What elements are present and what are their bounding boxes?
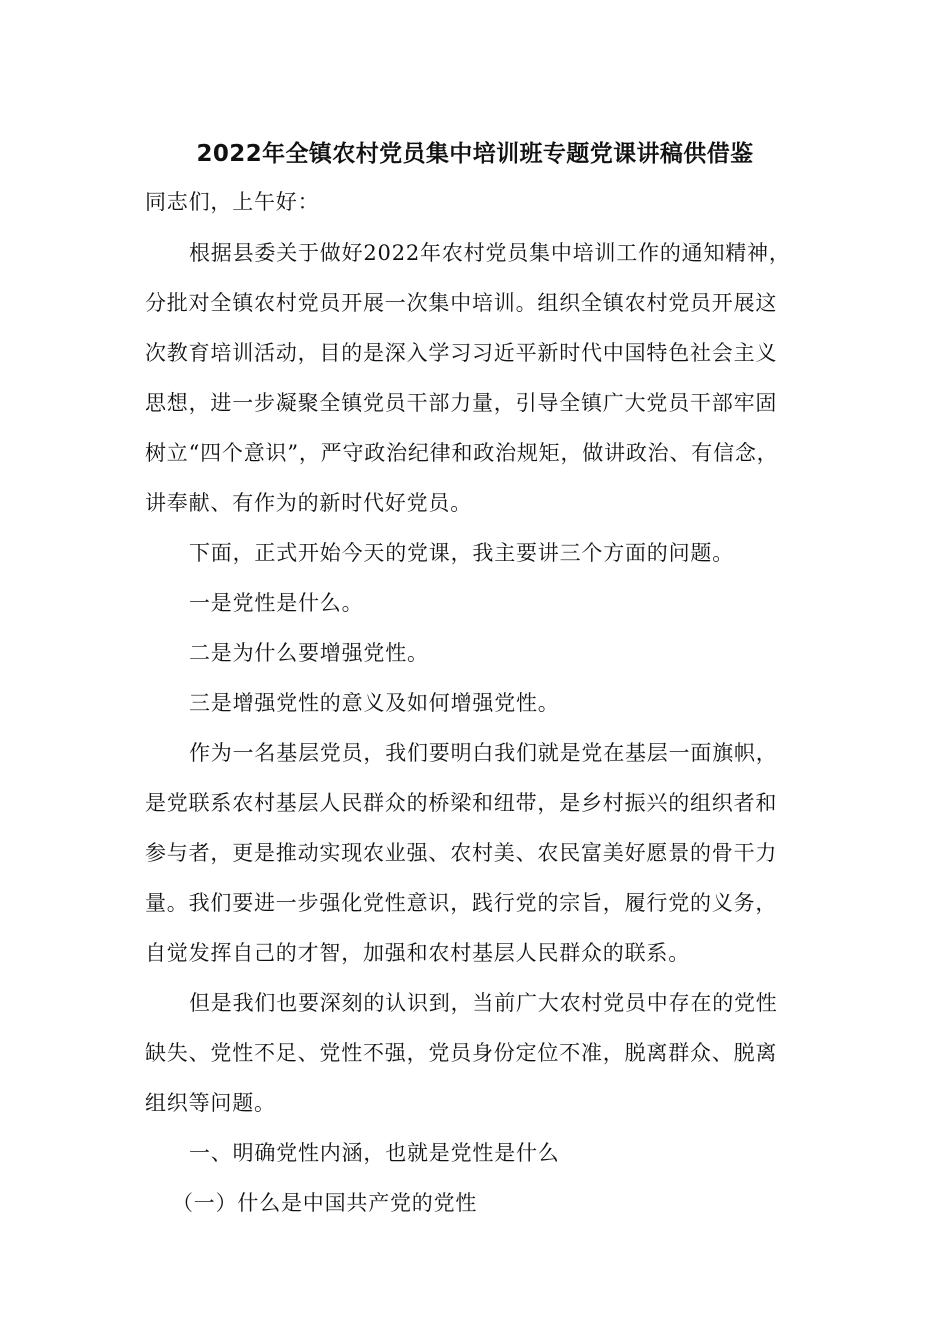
paragraph-1-line-5: 树立“四个意识”，严守政治纪律和政治规矩，做讲政治、有信念， [145, 441, 779, 465]
paragraph-1-line-4: 思想，进一步凝聚全镇党员干部力量，引导全镇广大党员干部牢固 [145, 391, 778, 415]
point-1: 一是党性是什么。 [189, 591, 364, 615]
paragraph-3-line-3: 参与者，更是推动实现农业强、农村美、农民富美好愿景的骨干力 [145, 841, 778, 865]
paragraph-3-line-1: 作为一名基层党员，我们要明白我们就是党在基层一面旗帜， [189, 741, 778, 765]
point-3: 三是增强党性的意义及如何增强党性。 [189, 691, 560, 715]
subsection-heading-1: （一）什么是中国共产党的党性 [172, 1191, 478, 1215]
paragraph-3-line-2: 是党联系农村基层人民群众的桥梁和纽带，是乡村振兴的组织者和 [145, 791, 778, 815]
point-2: 二是为什么要增强党性。 [189, 641, 429, 665]
paragraph-1-line-1: 根据县委关于做好2022年农村党员集中培训工作的通知精神， [189, 241, 791, 265]
paragraph-4-line-2: 缺失、党性不足、党性不强，党员身份定位不准，脱离群众、脱离 [145, 1041, 778, 1065]
paragraph-1-line-6: 讲奉献、有作为的新时代好党员。 [145, 491, 472, 515]
document-title: 2022年全镇农村党员集中培训班专题党课讲稿供借鉴 [196, 141, 754, 167]
greeting: 同志们，上午好： [145, 190, 320, 214]
paragraph-3-line-4: 量。我们要进一步强化党性意识，践行党的宗旨，履行党的义务， [145, 891, 778, 915]
paragraph-1-line-2: 分批对全镇农村党员开展一次集中培训。组织全镇农村党员开展这 [145, 291, 778, 315]
section-heading-1: 一、明确党性内涵，也就是党性是什么 [189, 1141, 560, 1165]
paragraph-1-line-3: 次教育培训活动，目的是深入学习习近平新时代中国特色社会主义 [145, 341, 778, 365]
paragraph-4-line-1: 但是我们也要深刻的认识到，当前广大农村党员中存在的党性 [189, 991, 778, 1015]
paragraph-3-line-5: 自觉发挥自己的才智，加强和农村基层人民群众的联系。 [145, 941, 690, 965]
paragraph-4-line-3: 组织等问题。 [145, 1091, 276, 1115]
paragraph-2: 下面，正式开始今天的党课，我主要讲三个方面的问题。 [189, 541, 734, 565]
